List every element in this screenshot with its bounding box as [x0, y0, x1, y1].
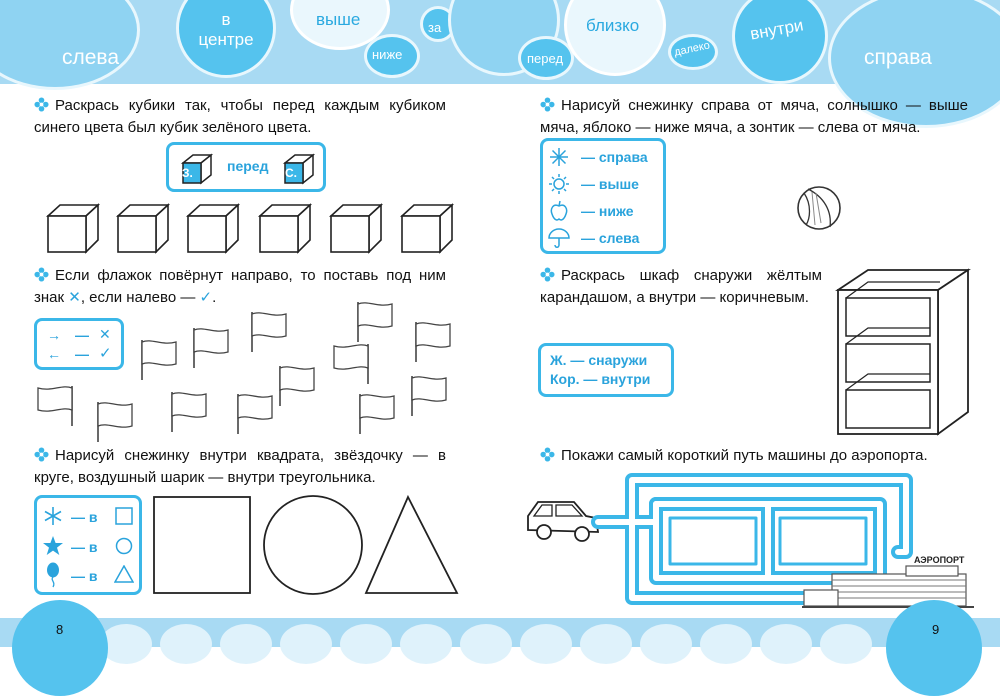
footer-scallop	[400, 624, 452, 664]
word-above: выше	[316, 10, 361, 29]
legend-in: — в	[71, 568, 98, 584]
legend-word-front: перед	[227, 158, 269, 174]
word-left: слева	[62, 46, 120, 69]
legend-left: — слева	[581, 230, 640, 246]
page-number-badge	[12, 600, 108, 696]
cubes-row	[40, 200, 460, 256]
legend-in: — в	[71, 539, 98, 555]
snowflake-icon	[549, 147, 569, 167]
page-number-right: 9	[932, 622, 940, 637]
airport-sign: АЭРОПОРТ	[914, 555, 965, 565]
legend-inside: Кор. — внутри	[550, 371, 651, 387]
word-inside: внутри	[748, 15, 805, 44]
task-ball	[540, 95, 968, 139]
footer-scallop	[340, 624, 392, 664]
footer-scallop	[640, 624, 692, 664]
footer-scallop	[460, 624, 512, 664]
page-number-left: 8	[56, 622, 64, 637]
task-cupboard	[540, 265, 822, 309]
word-center: в центре	[198, 10, 254, 49]
task-text-middle: , если налево —	[80, 289, 196, 306]
flower-bullet-icon	[34, 447, 49, 462]
snowflake-icon	[43, 506, 63, 526]
word-far: далеко	[673, 39, 711, 59]
cross-mark-icon: ✕	[68, 289, 81, 306]
ball-image	[794, 183, 844, 233]
cube-letter-blue: С.	[285, 166, 297, 180]
legend-ball	[540, 138, 666, 254]
check-mark-icon: ✓	[99, 345, 112, 362]
legend-cubes	[166, 142, 326, 192]
page-number-badge	[886, 600, 982, 696]
big-square	[154, 497, 250, 593]
flower-bullet-icon	[34, 267, 49, 282]
arrow-right-icon: →	[47, 327, 61, 343]
task-text: Покажи самый короткий путь машины до аэропорта.	[561, 447, 928, 464]
task-text-before: Если флажок повёрнут направо, то поставь под ним знак	[34, 267, 446, 306]
footer-scallop	[760, 624, 812, 664]
legend-above: — выше	[581, 176, 639, 192]
cube-letter-green: З.	[182, 166, 193, 180]
arrow-left-icon: ←	[47, 346, 61, 362]
legend-shapes	[34, 495, 142, 595]
square-icon	[115, 507, 133, 525]
task-shapes	[34, 445, 446, 489]
task-text: Раскрась кубики так, чтобы перед каждым кубиком синего цвета был кубик зелёного цвета.	[34, 97, 446, 136]
cupboard-image	[834, 266, 972, 438]
legend-right: — справа	[581, 149, 648, 165]
footer-scallop	[220, 624, 272, 664]
footer-scallop	[520, 624, 572, 664]
star-icon	[42, 535, 64, 557]
flags-field	[30, 292, 470, 442]
task-color-cubes	[34, 95, 446, 139]
car-image	[528, 502, 598, 541]
footer-scallop	[700, 624, 752, 664]
maze-image	[522, 470, 977, 615]
footer-scallop	[820, 624, 872, 664]
flower-bullet-icon	[540, 267, 555, 282]
big-circle	[264, 496, 362, 594]
word-near: близко	[586, 16, 640, 35]
legend-dash: —	[75, 327, 89, 343]
footer-scallop	[160, 624, 212, 664]
word-front: перед	[527, 51, 564, 66]
legend-cupboard	[538, 343, 674, 397]
word-behind: за	[428, 20, 442, 35]
flower-bullet-icon	[540, 97, 555, 112]
balloon-icon	[45, 562, 61, 588]
word-below: ниже	[372, 47, 403, 62]
task-text: Нарисуй снежинку справа от мяча, солнышко — выше мяча, яблоко — ниже мяча, а зонтик — слева от мяча.	[540, 97, 968, 136]
sun-icon	[548, 173, 570, 195]
task-text: Нарисуй снежинку внутри квадрата, звёздочку — в круге, воздушный шарик — внутри треугольника.	[34, 447, 446, 486]
word-right: справа	[864, 46, 932, 69]
check-mark-icon: ✓	[199, 289, 213, 306]
cross-mark-icon: ✕	[99, 326, 111, 342]
footer-scallop	[280, 624, 332, 664]
legend-below: — ниже	[581, 203, 634, 219]
flower-bullet-icon	[34, 97, 49, 112]
shapes-row	[150, 493, 460, 597]
flower-bullet-icon	[540, 447, 555, 462]
task-text: Раскрась шкаф снаружи жёлтым карандашом, а внутри — коричневым.	[540, 267, 822, 306]
umbrella-icon	[548, 227, 570, 249]
circle-icon	[115, 537, 133, 555]
legend-outside: Ж. — снаружи	[550, 352, 648, 368]
task-text-after: .	[212, 289, 217, 306]
task-maze	[540, 445, 968, 467]
legend-in: — в	[71, 509, 98, 525]
footer-scallop	[580, 624, 632, 664]
legend-dash: —	[75, 346, 89, 362]
apple-icon	[550, 200, 568, 222]
big-triangle	[366, 497, 457, 593]
triangle-icon	[114, 565, 134, 583]
